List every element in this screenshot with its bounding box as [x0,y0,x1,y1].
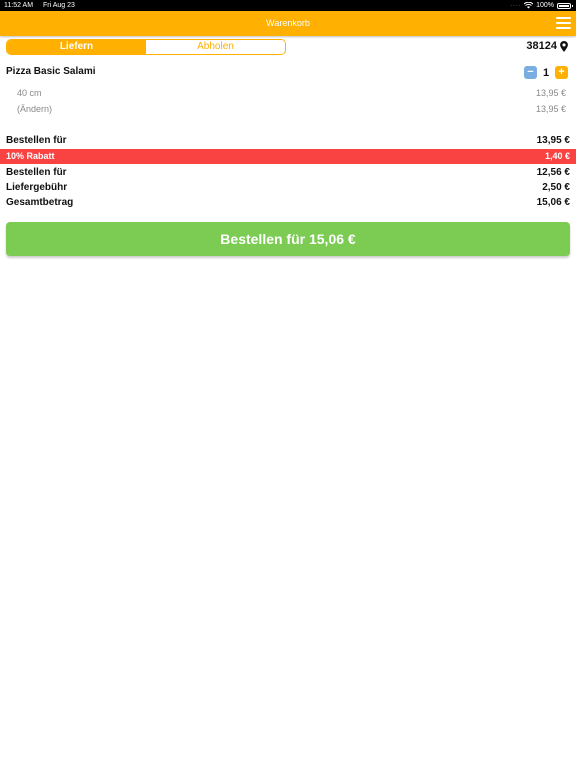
status-date: Fri Aug 23 [43,2,75,9]
decrease-quantity-button[interactable]: − [524,66,537,79]
total-row [0,195,576,210]
subtotal-value: 13,95 € [536,135,570,146]
discount-label: 10% Rabatt [6,151,55,161]
page-title: Warenkorb [266,18,310,28]
item-option-size: 40 cm [17,88,42,98]
place-order-button[interactable]: Bestellen für 15,06 € [6,222,570,256]
delivery-mode-toggle [6,39,286,55]
item-name: Pizza Basic Salami [6,66,96,77]
delivery-fee-row [0,180,576,195]
tab-liefern[interactable]: Liefern [7,40,146,54]
quantity-value: 1 [542,66,550,79]
after-discount-label: Bestellen für [6,167,67,178]
delivery-fee-value: 2,50 € [542,182,570,193]
status-time: 11:52 AM [4,2,34,9]
subtotal-label: Bestellen für [6,135,67,146]
item-option-size-price: 13,95 € [535,88,566,98]
battery-percentage: 100% [536,2,554,9]
signal-dots-icon: .... [510,2,522,8]
item-edit-link[interactable]: (Ändern) [17,104,53,114]
battery-icon [557,3,571,9]
subtotal-row [0,133,576,148]
wifi-icon [524,2,533,9]
zip-code: 38124 [526,40,557,52]
item-edit-price: 13,95 € [535,104,566,114]
total-label: Gesamtbetrag [6,197,74,208]
location-zip[interactable] [526,40,568,52]
location-pin-icon [560,41,568,52]
total-value: 15,06 € [536,197,570,208]
after-discount-value: 12,56 € [536,167,570,178]
delivery-fee-label: Liefergebühr [6,182,68,193]
navigation-header [0,11,576,36]
status-bar [0,0,576,11]
hamburger-menu-icon[interactable] [556,17,571,29]
discount-value: 1,40 € [544,151,570,161]
tab-abholen[interactable]: Abholen [146,40,285,54]
discount-row [0,149,576,164]
quantity-stepper [524,66,568,79]
increase-quantity-button[interactable]: + [555,66,568,79]
after-discount-row [0,165,576,180]
